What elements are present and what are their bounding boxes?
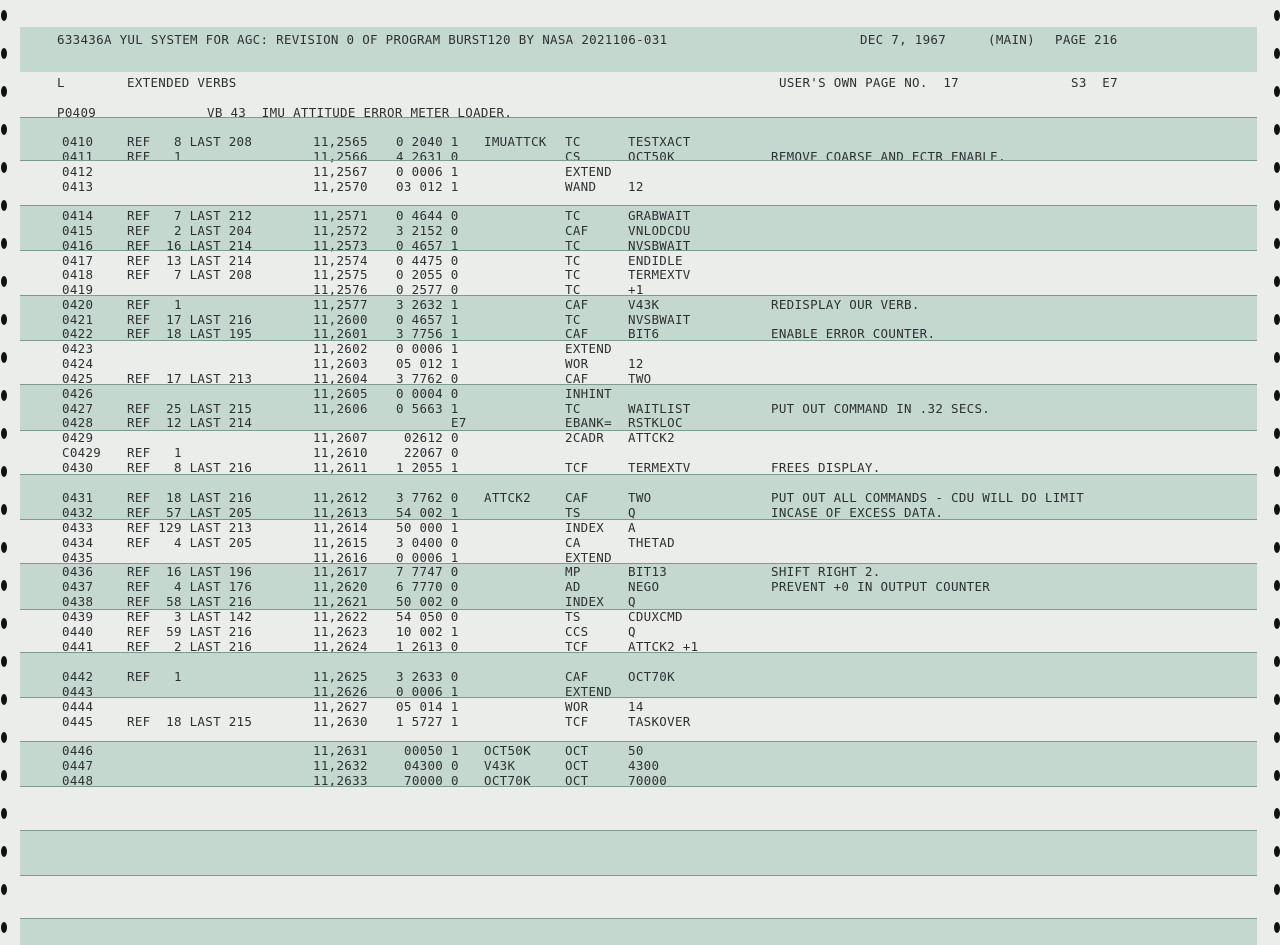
listing-ref: REF 17 LAST 213: [127, 371, 253, 386]
listing-ref: REF 59 LAST 216: [127, 624, 253, 639]
listing-addr: 11,2607: [313, 430, 368, 445]
listing-addr: 11,2603: [313, 356, 368, 371]
listing-line: 0414: [62, 208, 94, 223]
listing-op: AD: [565, 579, 581, 594]
listing-operand: 50: [628, 743, 644, 758]
listing-addr: 11,2624: [313, 639, 368, 654]
listing-addr: 11,2632: [313, 758, 368, 773]
listing-label: IMUATTCK: [484, 134, 547, 149]
listing-operand: ENDIDLE: [628, 253, 683, 268]
listing-addr: 11,2577: [313, 297, 368, 312]
listing-comment: ENABLE ERROR COUNTER.: [771, 326, 936, 341]
listing-op: CCS: [565, 624, 589, 639]
listing-line: 0447: [62, 758, 94, 773]
listing-ref: REF 16 LAST 196: [127, 564, 253, 579]
listing-ref: REF 25 LAST 215: [127, 401, 253, 416]
listing-operand: TWO: [628, 490, 652, 505]
listing-op: EXTEND: [565, 164, 612, 179]
listing-word: 6 7770 0: [396, 579, 459, 594]
listing-addr: 11,2621: [313, 594, 368, 609]
ruled-line: [20, 697, 1257, 698]
listing-word: 0 4475 0: [396, 253, 459, 268]
listing-word: 4 2631 0: [396, 149, 459, 164]
listing-op: TC: [565, 401, 581, 416]
listing-line: 0437: [62, 579, 94, 594]
level-marker: L: [57, 75, 65, 90]
listing-comment: FREES DISPLAY.: [771, 460, 881, 475]
listing-word: 3 0400 0: [396, 535, 459, 550]
listing-op: TCF: [565, 714, 589, 729]
listing-word: 3 2632 1: [396, 297, 459, 312]
listing-op: INHINT: [565, 386, 612, 401]
listing-ref: REF 18 LAST 215: [127, 714, 253, 729]
listing-operand: RSTKLOC: [628, 415, 683, 430]
listing-line: 0431: [62, 490, 94, 505]
listing-word: 3 7762 0: [396, 490, 459, 505]
listing-operand: BIT13: [628, 564, 668, 579]
listing-line: 0411: [62, 149, 94, 164]
listing-op: TC: [565, 208, 581, 223]
listing-word: 54 002 1: [396, 505, 459, 520]
listing-addr: 11,2570: [313, 179, 368, 194]
listing-label: OCT70K: [484, 773, 531, 788]
listing-addr: 11,2602: [313, 341, 368, 356]
users-page-number: USER'S OWN PAGE NO. 17: [779, 75, 959, 90]
listing-word: 0 0006 1: [396, 164, 459, 179]
listing-op: 2CADR: [565, 430, 605, 445]
listing-operand: NVSBWAIT: [628, 312, 691, 327]
listing-line: 0441: [62, 639, 94, 654]
listing-line: C0429: [62, 445, 102, 460]
listing-label: V43K: [484, 758, 516, 773]
listing-addr: 11,2573: [313, 238, 368, 253]
listing-addr: 11,2626: [313, 684, 368, 699]
listing-operand: NEGO: [628, 579, 660, 594]
listing-ref: REF 7 LAST 208: [127, 267, 253, 282]
ruled-line: [20, 830, 1257, 831]
listing-line: 0432: [62, 505, 94, 520]
listing-addr: 11,2576: [313, 282, 368, 297]
listing-line: 0426: [62, 386, 94, 401]
listing-operand: OCT50K: [628, 149, 675, 164]
listing-ref: REF 18 LAST 195: [127, 326, 253, 341]
ruled-line: [20, 519, 1257, 520]
listing-op: CS: [565, 149, 581, 164]
listing-line: 0438: [62, 594, 94, 609]
listing-addr: 11,2631: [313, 743, 368, 758]
listing-addr: 11,2610: [313, 445, 368, 460]
ruled-line: [20, 474, 1257, 475]
ruled-line: [20, 340, 1257, 341]
listing-word: 70000 0: [404, 773, 459, 788]
listing-op: TCF: [565, 639, 589, 654]
listing-line: 0420: [62, 297, 94, 312]
listing-line: 0418: [62, 267, 94, 282]
page-number: PAGE 216: [1055, 32, 1118, 47]
listing-line: 0435: [62, 550, 94, 565]
listing-operand: GRABWAIT: [628, 208, 691, 223]
sheet-marker: S3 E7: [1071, 75, 1118, 90]
listing-ref: REF 3 LAST 142: [127, 609, 253, 624]
listing-operand: Q: [628, 624, 636, 639]
listing-op: CA: [565, 535, 581, 550]
listing-line: 0443: [62, 684, 94, 699]
listing-word: 0 2577 0: [396, 282, 459, 297]
listing-word: 0 4657 1: [396, 238, 459, 253]
listing-word: 3 7762 0: [396, 371, 459, 386]
listing-addr: 11,2606: [313, 401, 368, 416]
listing-word: 1 2055 1: [396, 460, 459, 475]
listing-op: CAF: [565, 326, 589, 341]
listing-label: OCT50K: [484, 743, 531, 758]
listing-addr: 11,2617: [313, 564, 368, 579]
listing-word: 3 2152 0: [396, 223, 459, 238]
listing-addr: 11,2620: [313, 579, 368, 594]
listing-word: 0 2040 1: [396, 134, 459, 149]
listing-addr: 11,2601: [313, 326, 368, 341]
listing-ref: REF 17 LAST 216: [127, 312, 253, 327]
listing-op: TC: [565, 312, 581, 327]
listing-op: EXTEND: [565, 684, 612, 699]
listing-comment: REDISPLAY OUR VERB.: [771, 297, 920, 312]
listing-op: TS: [565, 609, 581, 624]
listing-line: 0436: [62, 564, 94, 579]
ruled-line: [20, 205, 1257, 206]
listing-label: ATTCK2: [484, 490, 531, 505]
listing-word: E7: [451, 415, 467, 430]
listing-operand: TERMEXTV: [628, 267, 691, 282]
listing-op: OCT: [565, 758, 589, 773]
listing-line: 0448: [62, 773, 94, 788]
listing-ref: REF 57 LAST 205: [127, 505, 253, 520]
listing-op: TC: [565, 134, 581, 149]
listing-word: 0 0006 1: [396, 684, 459, 699]
listing-op: CAF: [565, 371, 589, 386]
listing-operand: TESTXACT: [628, 134, 691, 149]
listing-ref: REF 1: [127, 297, 182, 312]
listing-operand: 70000: [628, 773, 668, 788]
listing-operand: Q: [628, 505, 636, 520]
listing-addr: 11,2575: [313, 267, 368, 282]
listing-line: 0434: [62, 535, 94, 550]
ruled-line: [20, 918, 1257, 919]
listing-op: CAF: [565, 297, 589, 312]
listing-comment: SHIFT RIGHT 2.: [771, 564, 881, 579]
listing-addr: 11,2613: [313, 505, 368, 520]
listing-addr: 11,2605: [313, 386, 368, 401]
listing-operand: 12: [628, 356, 644, 371]
log-section-name: EXTENDED VERBS: [127, 75, 237, 90]
listing-addr: 11,2600: [313, 312, 368, 327]
listing-line: 0413: [62, 179, 94, 194]
listing-line: 0423: [62, 341, 94, 356]
listing-op: TS: [565, 505, 581, 520]
listing-ref: REF 58 LAST 216: [127, 594, 253, 609]
listing-comment: PREVENT +0 IN OUTPUT COUNTER: [771, 579, 991, 594]
listing-word: 0 0006 1: [396, 550, 459, 565]
listing-word: 10 002 1: [396, 624, 459, 639]
listing-date: DEC 7, 1967: [860, 32, 947, 47]
listing-section: (MAIN): [988, 32, 1035, 47]
listing-op: WOR: [565, 699, 589, 714]
listing-line: 0419: [62, 282, 94, 297]
listing-operand: +1: [628, 282, 644, 297]
page-tag: P0409: [57, 105, 97, 120]
listing-op: WAND: [565, 179, 597, 194]
listing-word: 54 050 0: [396, 609, 459, 624]
listing-word: 1 5727 1: [396, 714, 459, 729]
listing-operand: A: [628, 520, 636, 535]
listing-line: 0412: [62, 164, 94, 179]
ruled-line: [20, 250, 1257, 251]
listing-operand: VNLODCDU: [628, 223, 691, 238]
listing-word: 3 2633 0: [396, 669, 459, 684]
listing-operand: THETAD: [628, 535, 675, 550]
listing-line: 0415: [62, 223, 94, 238]
listing-op: EXTEND: [565, 341, 612, 356]
listing-addr: 11,2630: [313, 714, 368, 729]
listing-line: 0430: [62, 460, 94, 475]
listing-word: 05 012 1: [396, 356, 459, 371]
listing-word: 05 014 1: [396, 699, 459, 714]
listing-word: 00050 1: [404, 743, 459, 758]
listing-ref: REF 16 LAST 214: [127, 238, 253, 253]
listing-operand: TASKOVER: [628, 714, 691, 729]
listing-op: TC: [565, 253, 581, 268]
listing-op: EXTEND: [565, 550, 612, 565]
ruled-line: [20, 786, 1257, 787]
listing-op: TC: [565, 267, 581, 282]
listing-addr: 11,2622: [313, 609, 368, 624]
listing-addr: 11,2574: [313, 253, 368, 268]
listing-op: CAF: [565, 669, 589, 684]
listing-addr: 11,2566: [313, 149, 368, 164]
listing-op: INDEX: [565, 520, 605, 535]
listing-addr: 11,2571: [313, 208, 368, 223]
ruled-line: [20, 741, 1257, 742]
listing-line: 0446: [62, 743, 94, 758]
listing-line: 0444: [62, 699, 94, 714]
listing-op: TC: [565, 238, 581, 253]
listing-line: 0428: [62, 415, 94, 430]
listing-ref: REF 4 LAST 176: [127, 579, 253, 594]
listing-ref: REF 8 LAST 208: [127, 134, 253, 149]
listing-op: CAF: [565, 490, 589, 505]
listing-operand: CDUXCMD: [628, 609, 683, 624]
ruled-line: [20, 875, 1257, 876]
listing-line: 0421: [62, 312, 94, 327]
listing-addr: 11,2615: [313, 535, 368, 550]
listing-word: 0 2055 0: [396, 267, 459, 282]
listing-op: TCF: [565, 460, 589, 475]
listing-word: 0 5663 1: [396, 401, 459, 416]
listing-addr: 11,2625: [313, 669, 368, 684]
listing-operand: ATTCK2: [628, 430, 675, 445]
listing-addr: 11,2567: [313, 164, 368, 179]
listing-operand: 4300: [628, 758, 660, 773]
listing-operand: Q: [628, 594, 636, 609]
listing-line: 0429: [62, 430, 94, 445]
listing-addr: 11,2616: [313, 550, 368, 565]
listing-line: 0425: [62, 371, 94, 386]
routine-title: VB 43 IMU ATTITUDE ERROR METER LOADER.: [207, 105, 513, 120]
ruled-line: [20, 384, 1257, 385]
listing-operand: 12: [628, 179, 644, 194]
listing-word: 0 0004 0: [396, 386, 459, 401]
listing-operand: WAITLIST: [628, 401, 691, 416]
listing-ref: REF 2 LAST 204: [127, 223, 253, 238]
listing-ref: REF 18 LAST 216: [127, 490, 253, 505]
listing-word: 0 4657 1: [396, 312, 459, 327]
listing-title: 633436A YUL SYSTEM FOR AGC: REVISION 0 OF PROGRAM BURST120 BY NASA 2021106-031: [57, 32, 668, 47]
listing-op: CAF: [565, 223, 589, 238]
listing-ref: REF 13 LAST 214: [127, 253, 253, 268]
listing-addr: 11,2627: [313, 699, 368, 714]
listing-line: 0433: [62, 520, 94, 535]
listing-addr: 11,2614: [313, 520, 368, 535]
listing-op: EBANK=: [565, 415, 612, 430]
listing-word: 02612 0: [404, 430, 459, 445]
listing-op: WOR: [565, 356, 589, 371]
listing-operand: OCT70K: [628, 669, 675, 684]
listing-word: 50 000 1: [396, 520, 459, 535]
listing-addr: 11,2604: [313, 371, 368, 386]
listing-operand: V43K: [628, 297, 660, 312]
listing-addr: 11,2633: [313, 773, 368, 788]
listing-word: 22067 0: [404, 445, 459, 460]
ruled-line: [20, 563, 1257, 564]
listing-ref: REF 8 LAST 216: [127, 460, 253, 475]
listing-word: 1 2613 0: [396, 639, 459, 654]
ruled-line: [20, 430, 1257, 431]
ruled-line: [20, 117, 1257, 118]
listing-operand: NVSBWAIT: [628, 238, 691, 253]
listing-line: 0424: [62, 356, 94, 371]
listing-addr: 11,2623: [313, 624, 368, 639]
listing-addr: 11,2572: [313, 223, 368, 238]
listing-word: 3 7756 1: [396, 326, 459, 341]
listing-ref: REF 1: [127, 445, 182, 460]
listing-op: TC: [565, 282, 581, 297]
listing-addr: 11,2565: [313, 134, 368, 149]
listing-operand: 14: [628, 699, 644, 714]
listing-line: 0445: [62, 714, 94, 729]
listing-op: MP: [565, 564, 581, 579]
listing-line: 0440: [62, 624, 94, 639]
listing-comment: PUT OUT ALL COMMANDS - CDU WILL DO LIMIT: [771, 490, 1085, 505]
listing-ref: REF 7 LAST 212: [127, 208, 253, 223]
listing-operand: TWO: [628, 371, 652, 386]
listing-ref: REF 12 LAST 214: [127, 415, 253, 430]
ruled-line: [20, 652, 1257, 653]
listing-line: 0422: [62, 326, 94, 341]
ruled-line: [20, 609, 1257, 610]
listing-line: 0427: [62, 401, 94, 416]
listing-operand: BIT6: [628, 326, 660, 341]
listing-comment: INCASE OF EXCESS DATA.: [771, 505, 944, 520]
listing-line: 0416: [62, 238, 94, 253]
listing-line: 0442: [62, 669, 94, 684]
ruled-line: [20, 295, 1257, 296]
listing-comment: REMOVE COARSE AND ECTR ENABLE.: [771, 149, 1006, 164]
listing-line: 0439: [62, 609, 94, 624]
listing-line: 0417: [62, 253, 94, 268]
listing-operand: ATTCK2 +1: [628, 639, 699, 654]
listing-line: 0410: [62, 134, 94, 149]
listing-addr: 11,2612: [313, 490, 368, 505]
listing-ref: REF 129 LAST 213: [127, 520, 253, 535]
listing-ref: REF 4 LAST 205: [127, 535, 253, 550]
listing-word: 50 002 0: [396, 594, 459, 609]
listing-word: 0 0006 1: [396, 341, 459, 356]
listing-ref: REF 1: [127, 669, 182, 684]
listing-op: OCT: [565, 773, 589, 788]
listing-word: 0 4644 0: [396, 208, 459, 223]
listing-ref: REF 2 LAST 216: [127, 639, 253, 654]
listing-word: 04300 0: [404, 758, 459, 773]
ruled-line: [20, 160, 1257, 161]
listing-comment: PUT OUT COMMAND IN .32 SECS.: [771, 401, 991, 416]
listing-op: INDEX: [565, 594, 605, 609]
listing-operand: TERMEXTV: [628, 460, 691, 475]
listing-addr: 11,2611: [313, 460, 368, 475]
listing-word: 7 7747 0: [396, 564, 459, 579]
listing-ref: REF 1: [127, 149, 182, 164]
listing-op: OCT: [565, 743, 589, 758]
listing-word: 03 012 1: [396, 179, 459, 194]
